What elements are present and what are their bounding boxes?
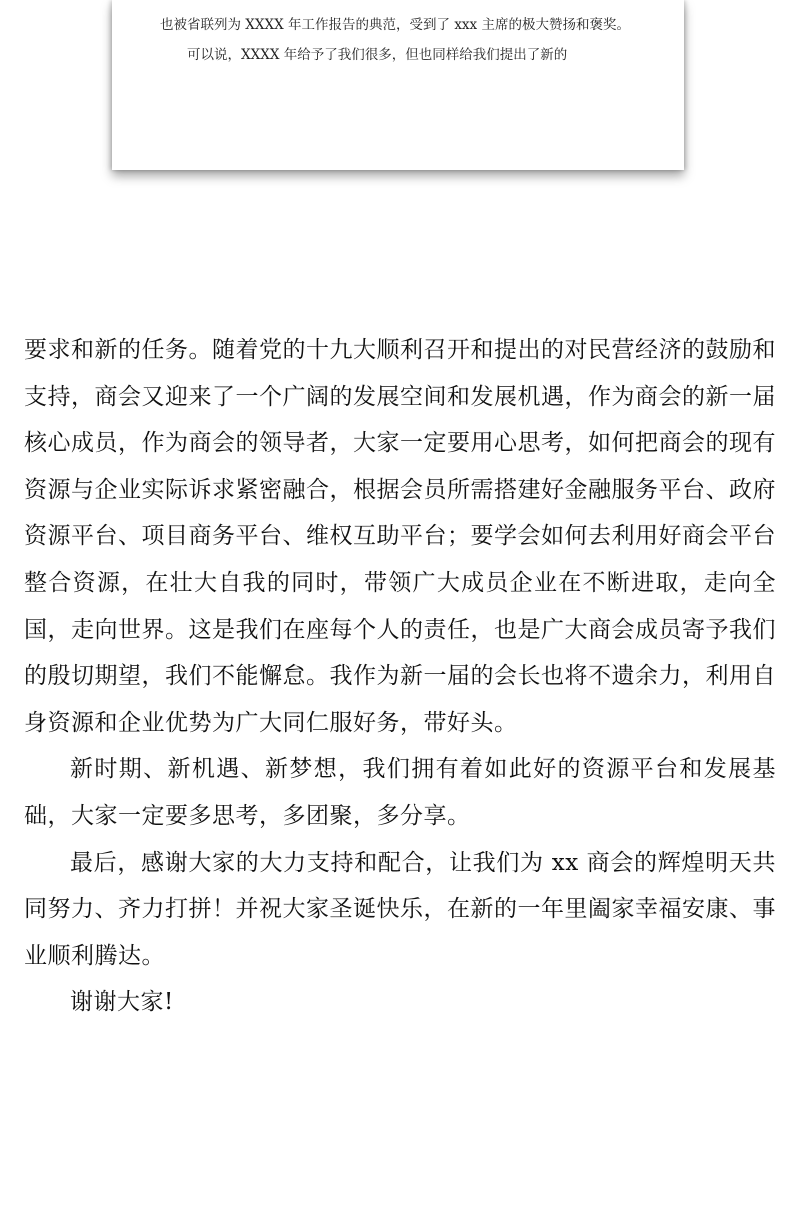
body-paragraph: 要求和新的任务。随着党的十九大顺利召开和提出的对民营经济的鼓励和支持，商会又迎来了一个广阔的发展空间和发展机遇，作为商会的新一届核心成员，作为商会的领导者，大家一定要用心思考，如何把商会的现有资源与企业实际诉求紧密融合，根据会员所需搭建好金融服务平台、政府资源平台、项目商务平台、维权互助平台；要学会如何去利用好商会平台整合资源，在壮大自我的同时，带领广大成员企业在不断进取，走向全国，走向世界。这是我们在座每个人的责任，也是广大商会成员寄予我们的殷切期望，我们不能懈怠。我作为新一届的会长也将不遗余力，利用自身资源和企业优势为广大同仁服好务，带好头。 bbox=[24, 337, 776, 736]
document-preview-card bbox=[112, 0, 684, 170]
closing-line: 谢谢大家! bbox=[70, 989, 174, 1016]
preview-text-block bbox=[160, 10, 644, 70]
document-body bbox=[24, 327, 776, 1026]
preview-line-2: 可以说，XXXX 年给予了我们很多，但也同样给我们提出了新的 bbox=[187, 47, 568, 63]
body-paragraph: 最后，感谢大家的大力支持和配合，让我们为 xx 商会的辉煌明天共同努力、齐力打拼！并祝大家圣诞快乐，在新的一年里阖家幸福安康、事业顺利腾达。 bbox=[24, 849, 776, 969]
preview-line-1: 也被省联列为 XXXX 年工作报告的典范，受到了 xxx 主席的极大赞扬和褒奖。 bbox=[160, 17, 630, 33]
body-paragraph: 新时期、新机遇、新梦想，我们拥有着如此好的资源平台和发展基础，大家一定要多思考，多团聚，多分享。 bbox=[24, 756, 776, 829]
